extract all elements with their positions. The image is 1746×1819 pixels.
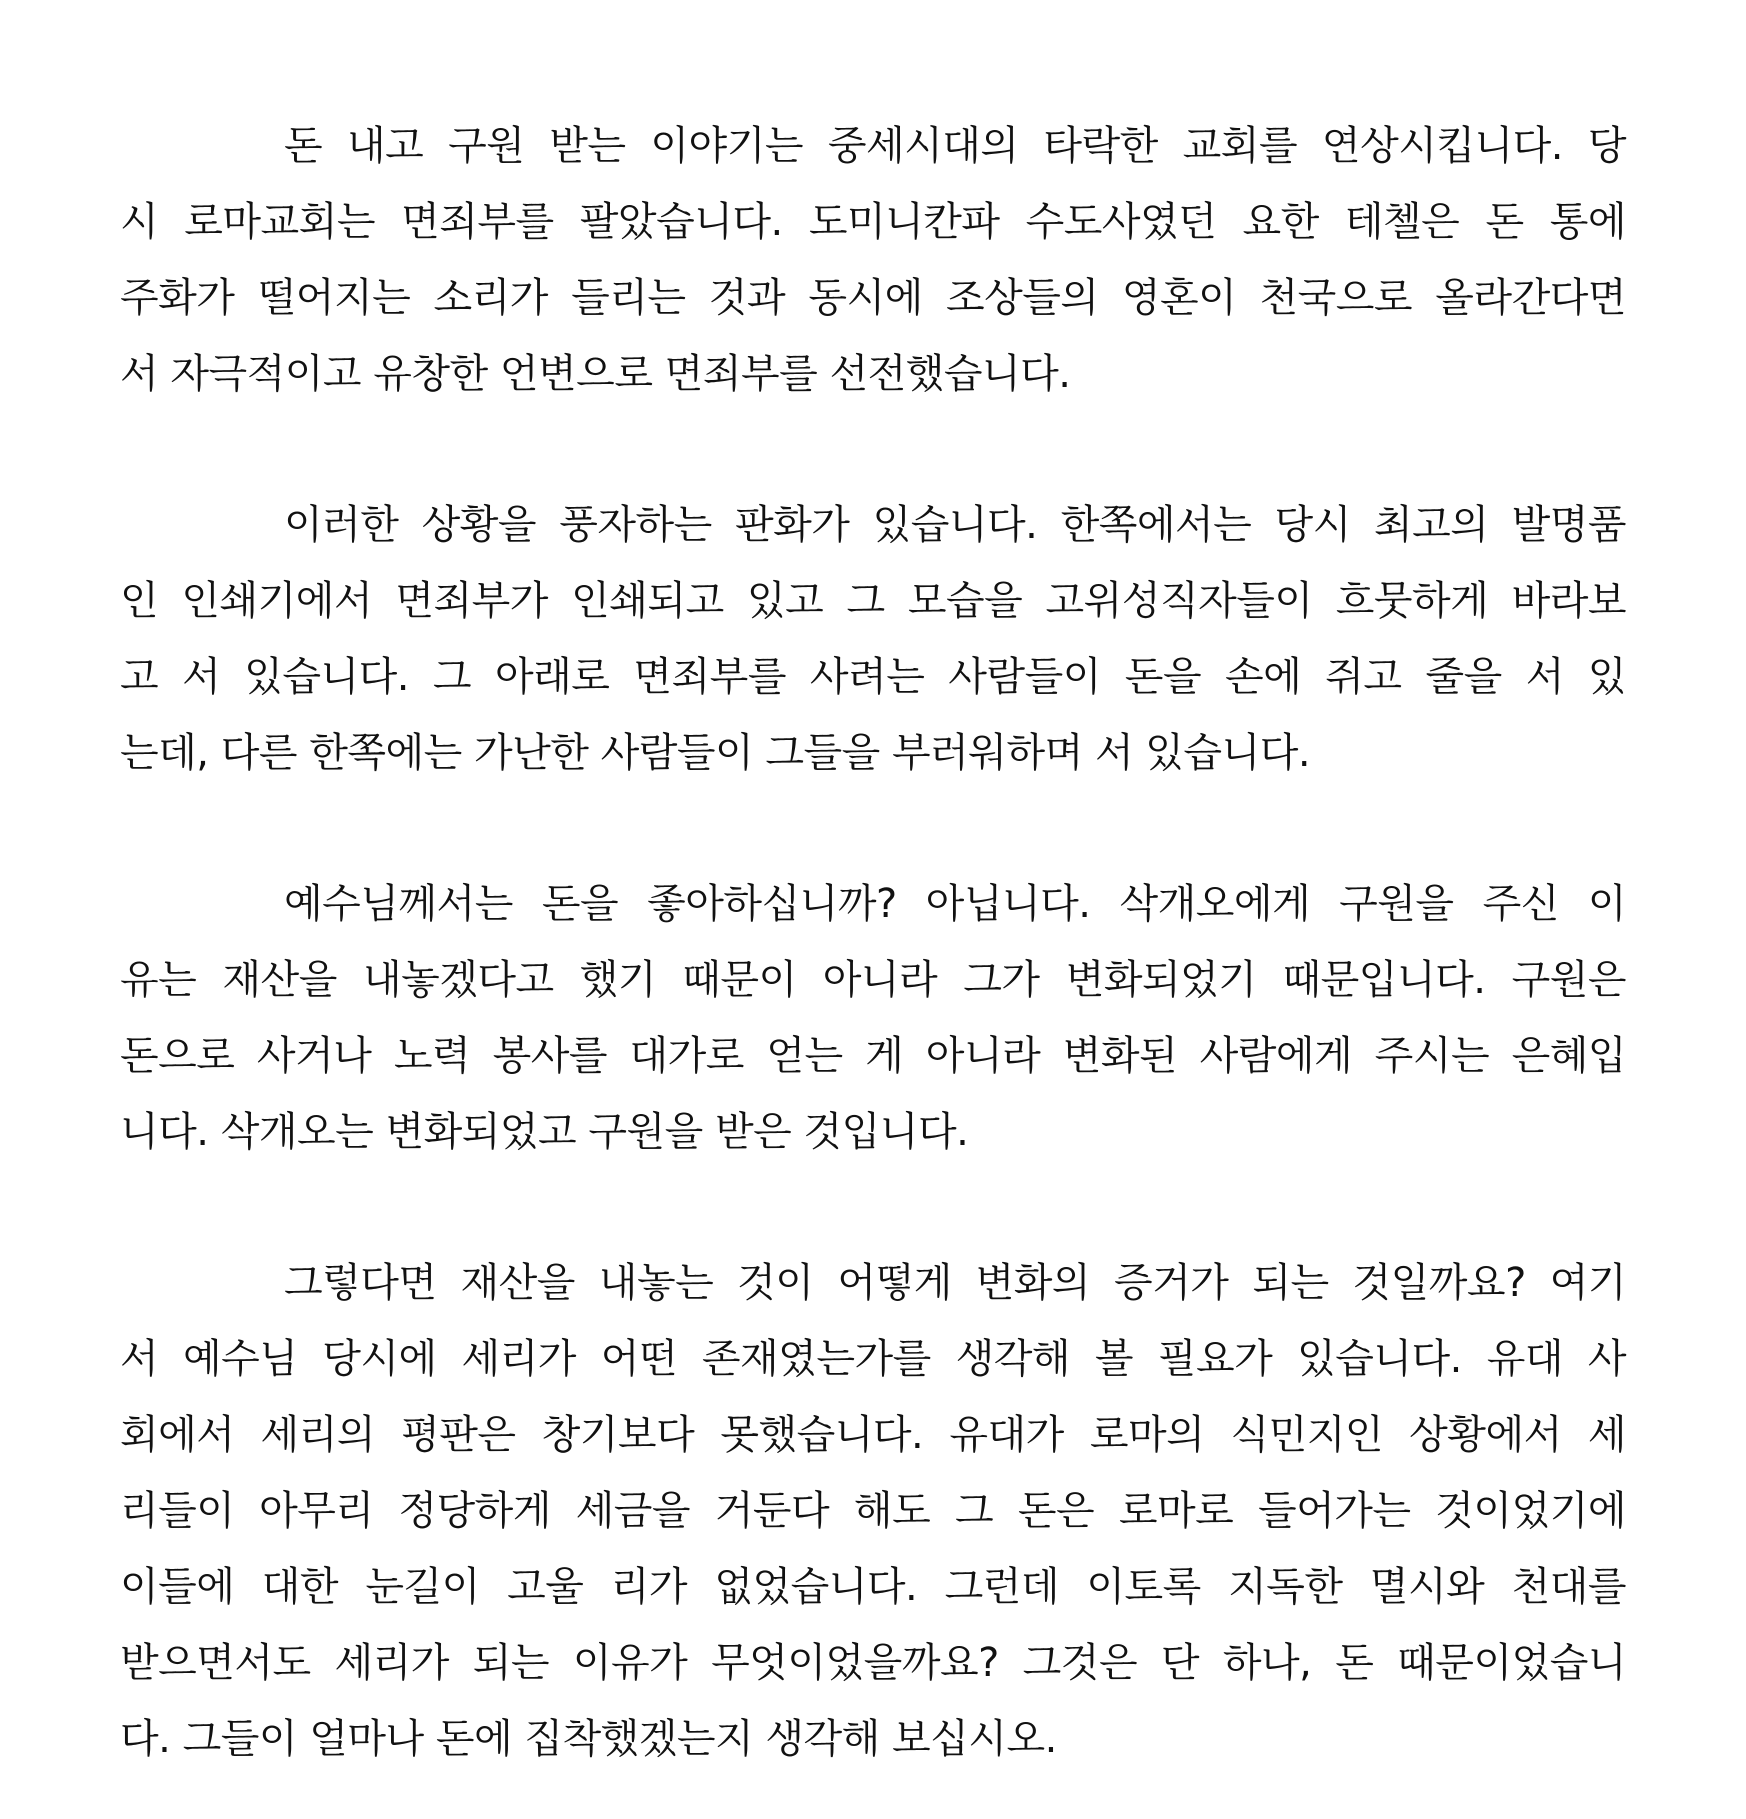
text-line: 이들에 대한 눈길이 고울 리가 없었습니다. 그런데 이토록 지독한 멸시와 천대를 (120, 1564, 1626, 1610)
text-line: 주화가 떨어지는 소리가 들리는 것과 동시에 조상들의 영혼이 천국으로 올라간다면 (120, 275, 1626, 321)
text-line: 다. 그들이 얼마나 돈에 집착했겠는지 생각해 보십시오. (120, 1716, 1057, 1762)
text-line: 회에서 세리의 평판은 창기보다 못했습니다. 유대가 로마의 식민지인 상황에서 세 (120, 1412, 1626, 1458)
text-line: 리들이 아무리 정당하게 세금을 거둔다 해도 그 돈은 로마로 들어가는 것이었기에 (120, 1488, 1626, 1534)
text-line: 이러한 상황을 풍자하는 판화가 있습니다. 한쪽에서는 당시 최고의 발명품 (284, 502, 1626, 548)
text-line: 서 자극적이고 유창한 언변으로 면죄부를 선전했습니다. (120, 351, 1071, 397)
text-line: 유는 재산을 내놓겠다고 했기 때문이 아니라 그가 변화되었기 때문입니다. 구원은 (120, 957, 1626, 1003)
text-line: 돈 내고 구원 받는 이야기는 중세시대의 타락한 교회를 연상시킵니다. 당 (284, 123, 1626, 169)
paragraph-4 (120, 1245, 1626, 1777)
text-line: 그렇다면 재산을 내놓는 것이 어떻게 변화의 증거가 되는 것일까요? 여기 (284, 1260, 1626, 1306)
text-line: 는데, 다른 한쪽에는 가난한 사람들이 그들을 부러워하며 서 있습니다. (120, 730, 1311, 776)
text-line: 니다. 삭개오는 변화되었고 구원을 받은 것입니다. (120, 1109, 969, 1155)
paragraph-3 (120, 866, 1626, 1170)
text-line: 받으면서도 세리가 되는 이유가 무엇이었을까요? 그것은 단 하나, 돈 때문이었습니 (120, 1640, 1626, 1686)
text-line: 인 인쇄기에서 면죄부가 인쇄되고 있고 그 모습을 고위성직자들이 흐뭇하게 바라보 (120, 578, 1626, 624)
paragraph-1 (120, 108, 1626, 412)
text-line: 예수님께서는 돈을 좋아하십니까? 아닙니다. 삭개오에게 구원을 주신 이 (284, 881, 1626, 927)
text-line: 서 예수님 당시에 세리가 어떤 존재였는가를 생각해 볼 필요가 있습니다. 유대 사 (120, 1336, 1626, 1382)
text-line: 고 서 있습니다. 그 아래로 면죄부를 사려는 사람들이 돈을 손에 쥐고 줄을 서 있 (120, 654, 1626, 700)
paragraph-2 (120, 487, 1626, 791)
text-line: 시 로마교회는 면죄부를 팔았습니다. 도미니칸파 수도사였던 요한 테첼은 돈 통에 (120, 199, 1626, 245)
text-line: 돈으로 사거나 노력 봉사를 대가로 얻는 게 아니라 변화된 사람에게 주시는 은혜입 (120, 1033, 1626, 1079)
